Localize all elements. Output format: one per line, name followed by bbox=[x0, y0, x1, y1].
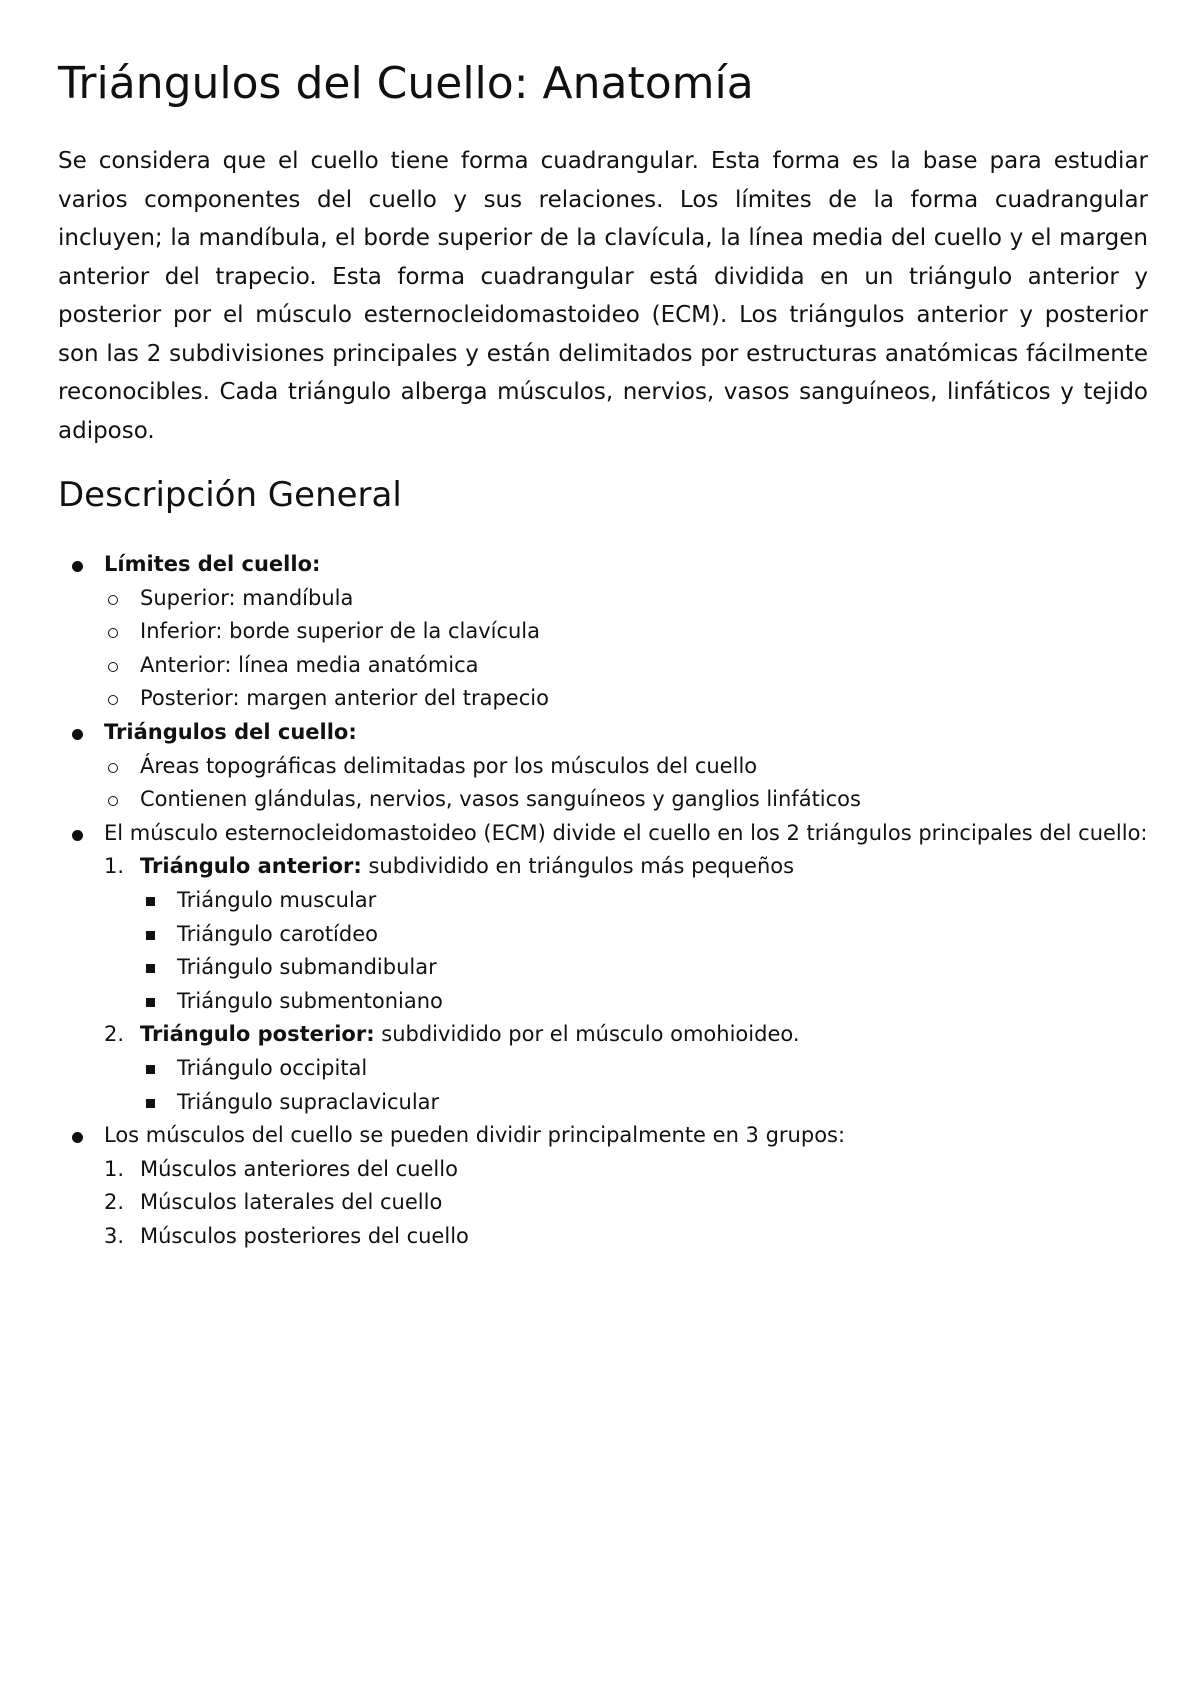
list-item-text: subdividido por el músculo omohioideo. bbox=[374, 1022, 800, 1047]
list-item-heading: Triángulo anterior: bbox=[140, 854, 362, 879]
circle-bullet-icon bbox=[108, 595, 118, 605]
square-bullet-icon bbox=[146, 897, 155, 906]
list-item-text: Triángulo occipital bbox=[177, 1055, 368, 1080]
list-item-heading: Triángulos del cuello: bbox=[104, 719, 357, 744]
list-item bbox=[58, 817, 1148, 1119]
list-item bbox=[58, 716, 1148, 817]
list-item-text: Contienen glándulas, nervios, vasos sanguíneos y ganglios linfáticos bbox=[140, 787, 861, 812]
list-item-text: Anterior: línea media anatómica bbox=[140, 652, 479, 677]
list-item-text: subdividido en triángulos más pequeños bbox=[361, 854, 795, 879]
list-item-text: Superior: mandíbula bbox=[140, 585, 354, 610]
list-item bbox=[104, 582, 1148, 616]
list-item-text: El músculo esternocleidomastoideo (ECM) divide el cuello en los 2 triángulos principales del cuello: bbox=[104, 820, 1148, 845]
list-item bbox=[140, 918, 1148, 952]
list-item bbox=[104, 682, 1148, 716]
circle-bullet-icon bbox=[108, 662, 118, 672]
list-item bbox=[104, 1018, 1148, 1119]
list-number: 3. bbox=[104, 1223, 125, 1248]
list-item-heading: Triángulo posterior: bbox=[140, 1022, 375, 1047]
square-bullet-icon bbox=[146, 1099, 155, 1108]
page-title: Triángulos del Cuello: Anatomía bbox=[58, 58, 754, 109]
circle-bullet-icon bbox=[108, 796, 118, 806]
list-item bbox=[140, 884, 1148, 918]
list-item bbox=[104, 1220, 1148, 1254]
list-item-text: Posterior: margen anterior del trapecio bbox=[140, 686, 549, 711]
square-bullet-icon bbox=[146, 931, 155, 940]
bullet-icon bbox=[72, 561, 83, 572]
bullet-icon bbox=[72, 1132, 83, 1143]
list-item bbox=[58, 548, 1148, 716]
list-number: 2. bbox=[104, 1190, 125, 1215]
list-item-text: Músculos laterales del cuello bbox=[140, 1190, 443, 1215]
circle-bullet-icon bbox=[108, 695, 118, 705]
outline-list bbox=[58, 548, 1148, 1253]
list-item-text: Triángulo submandibular bbox=[177, 955, 437, 980]
list-number: 1. bbox=[104, 854, 125, 879]
list-item-text: Triángulo muscular bbox=[177, 887, 377, 912]
circle-bullet-icon bbox=[108, 763, 118, 773]
list-item bbox=[140, 1052, 1148, 1086]
list-number: 2. bbox=[104, 1022, 125, 1047]
list-item-text: Triángulo submentoniano bbox=[177, 988, 443, 1013]
section-title: Descripción General bbox=[58, 475, 402, 515]
list-item-text: Áreas topográficas delimitadas por los músculos del cuello bbox=[140, 753, 758, 778]
list-item-text: Triángulo supraclavicular bbox=[177, 1089, 440, 1114]
list-item bbox=[58, 1119, 1148, 1253]
square-bullet-icon bbox=[146, 1065, 155, 1074]
circle-bullet-icon bbox=[108, 628, 118, 638]
list-item-text: Los músculos del cuello se pueden dividir principalmente en 3 grupos: bbox=[104, 1123, 846, 1148]
square-bullet-icon bbox=[146, 964, 155, 973]
bullet-icon bbox=[72, 729, 83, 740]
list-number: 1. bbox=[104, 1156, 125, 1181]
list-item-text: Músculos posteriores del cuello bbox=[140, 1223, 469, 1248]
list-item-text: Triángulo carotídeo bbox=[177, 921, 378, 946]
list-item bbox=[104, 649, 1148, 683]
list-item-heading: Límites del cuello: bbox=[104, 552, 321, 576]
list-item bbox=[140, 1086, 1148, 1120]
list-item bbox=[104, 850, 1148, 1018]
list-item bbox=[140, 985, 1148, 1019]
list-item bbox=[104, 783, 1148, 817]
intro-paragraph: Se considera que el cuello tiene forma cuadrangular. Esta forma es la base para estudiar varios componentes del cuello y sus relaciones. Los límites de la forma cuadrangular incluyen; la mandíbula, el borde superior de la clavícula, la línea media del cuello y el margen anterior del trapecio. Esta forma cuadrangular está dividida en un triángulo anterior y posterior por el músculo esternocleidomastoideo (ECM). Los triángulos anterior y posterior son las 2 subdivisiones principales y están delimitados por estructuras anatómicas fácilmente reconocibles. Cada triángulo alberga músculos, nervios, vasos sanguíneos, linfáticos y tejido adiposo. bbox=[58, 148, 1148, 444]
list-item-text: Músculos anteriores del cuello bbox=[140, 1156, 458, 1181]
bullet-icon bbox=[72, 830, 83, 841]
list-item bbox=[104, 1153, 1148, 1187]
list-item bbox=[104, 1186, 1148, 1220]
square-bullet-icon bbox=[146, 998, 155, 1007]
list-item-text: Inferior: borde superior de la clavícula bbox=[140, 619, 541, 644]
list-item bbox=[104, 615, 1148, 649]
list-item bbox=[140, 951, 1148, 985]
list-item bbox=[104, 750, 1148, 784]
